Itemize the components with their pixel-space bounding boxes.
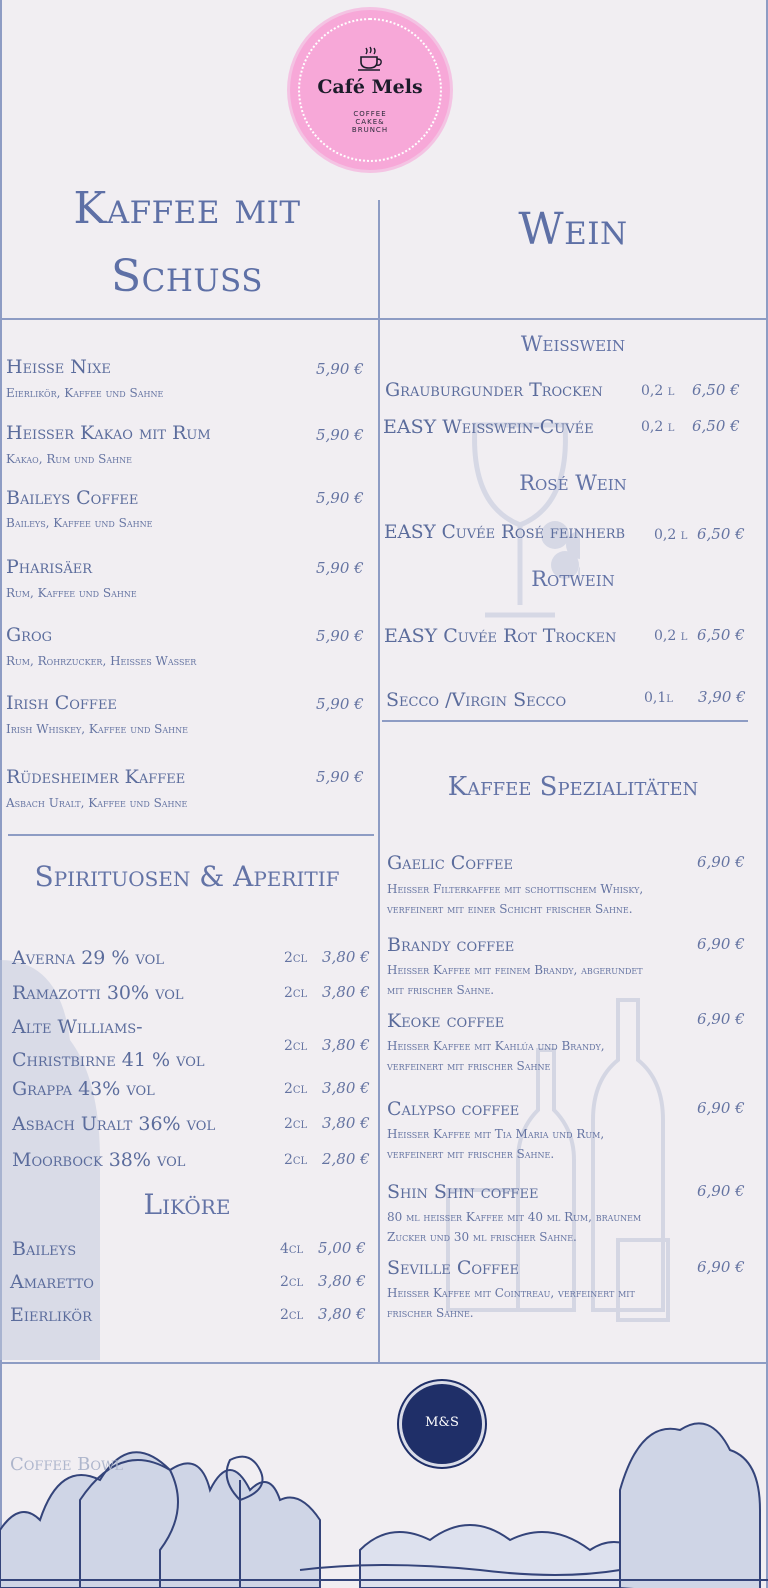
menu-item-name: Eierlikör <box>10 1304 92 1326</box>
landscape-illustration <box>0 1380 768 1588</box>
menu-item-price: 6,90 € <box>697 853 745 871</box>
menu-item-qty: 2cl <box>280 1307 304 1323</box>
wine-item-name: EASY Cuvée Rosé feinherb <box>384 522 626 543</box>
header-divider <box>0 318 768 320</box>
menu-item-price: 3,80 € <box>322 983 370 1001</box>
ms-badge-text: M&S <box>425 1415 459 1430</box>
menu-item-name: Alte Williams- <box>12 1016 143 1038</box>
menu-item-price: 6,90 € <box>697 1010 745 1028</box>
ms-badge-logo <box>402 1384 482 1464</box>
menu-item-name: Averna 29 % vol <box>12 947 164 969</box>
menu-item-desc: Eierlikör, Kaffee und Sahne <box>6 386 164 400</box>
menu-item-qty: 2cl <box>284 1116 308 1132</box>
menu-item-price: 3,80 € <box>318 1305 366 1323</box>
wein-title: Wein <box>518 204 628 255</box>
menu-item-qty: 4cl <box>280 1241 304 1257</box>
weisswein-title: Weisswein <box>520 332 626 356</box>
menu-item-name: Rüdesheimer Kaffee <box>6 766 186 788</box>
menu-item-desc: Heisser Filterkaffee mit schottischem Whisky, verfeinert mit einer Schicht frischer Sahne. <box>387 882 644 916</box>
menu-item-desc: Heisser Kaffee mit Cointreau, verfeinert mit frischer Sahne. <box>387 1286 635 1320</box>
menu-item-price: 5,90 € <box>316 559 364 577</box>
menu-item-desc: Baileys, Kaffee und Sahne <box>6 516 153 530</box>
menu-item-qty: 2cl <box>284 985 308 1001</box>
footer-faded-text: Coffee Bowl <box>10 1454 124 1475</box>
menu-item-name: Brandy coffee <box>387 934 515 956</box>
menu-item-qty: 2cl <box>284 1038 308 1054</box>
menu-item-price: 3,80 € <box>318 1272 366 1290</box>
menu-item-desc: Irish Whiskey, Kaffee und Sahne <box>6 722 188 736</box>
menu-item-name: Heisse Nixe <box>6 356 111 378</box>
menu-item-desc: Rum, Kaffee und Sahne <box>6 586 137 600</box>
kaffee-mit-schuss-title: Kaffee mit Schuss <box>73 183 301 302</box>
right-border <box>766 0 768 1588</box>
menu-item-name: Shin Shin coffee <box>387 1181 539 1203</box>
menu-item-name: Pharisäer <box>6 556 93 578</box>
menu-item-price: 3,80 € <box>322 948 370 966</box>
menu-item-qty: 2cl <box>284 1081 308 1097</box>
wine-item-price: 6,50 € <box>697 525 745 543</box>
menu-item-price: 5,90 € <box>316 426 364 444</box>
wine-item-qty: 0,2 l <box>654 628 688 644</box>
menu-item-name: Seville Coffee <box>387 1257 520 1279</box>
menu-item-price: 5,90 € <box>316 695 364 713</box>
menu-item-price: 3,80 € <box>322 1114 370 1132</box>
menu-item-name: Grappa 43% vol <box>12 1078 155 1100</box>
menu-item-desc: Rum, Rohrzucker, Heisses Wasser <box>6 654 197 668</box>
wine-item-name: Grauburgunder Trocken <box>385 379 603 401</box>
menu-item-price: 5,90 € <box>316 627 364 645</box>
menu-item-name: Asbach Uralt 36% vol <box>12 1113 216 1135</box>
menu-item-name: Gaelic Coffee <box>387 852 514 874</box>
menu-item-price: 6,90 € <box>697 1099 745 1117</box>
right-section-divider <box>382 720 748 722</box>
menu-item-desc: Heisser Kaffee mit Tia Maria und Rum, verfeinert mit frischer Sahne. <box>387 1127 605 1161</box>
menu-item-name: Irish Coffee <box>6 692 117 714</box>
menu-item-price: 6,90 € <box>697 1182 745 1200</box>
menu-item-price: 5,90 € <box>316 489 364 507</box>
coffee-cup-icon <box>356 46 384 72</box>
wine-item-price: 6,50 € <box>697 626 745 644</box>
rotwein-title: Rotwein <box>531 567 615 591</box>
wine-item-qty: 0,2 l <box>641 419 675 435</box>
menu-item-price: 5,00 € <box>318 1239 366 1257</box>
menu-item-name: Calypso coffee <box>387 1098 520 1120</box>
menu-item-name: Amaretto <box>10 1271 94 1293</box>
kaffee-spezialitaeten-title: Kaffee Spezialitäten <box>447 772 699 802</box>
menu-item-desc: Heisser Kaffee mit feinem Brandy, abgerundet mit frischer Sahne. <box>387 963 643 997</box>
footer-divider <box>0 1362 768 1364</box>
secco-item-qty: 0,1l <box>644 690 673 706</box>
menu-item-qty: 2cl <box>284 950 308 966</box>
menu-item-desc: 80 ml heisser Kaffee mit 40 ml Rum, braunem Zucker und 30 ml frischer Sahne. <box>387 1210 642 1244</box>
menu-item-name: Ramazotti 30% vol <box>12 982 184 1004</box>
left-section-divider <box>8 834 374 836</box>
likoere-title: Liköre <box>143 1188 231 1221</box>
spirituosen-title: Spirituosen & Aperitif <box>34 860 340 893</box>
menu-item-price: 5,90 € <box>316 360 364 378</box>
menu-item-price: 2,80 € <box>322 1150 370 1168</box>
rose-wein-title: Rosé Wein <box>519 471 627 495</box>
wine-item-name: EASY Weisswein-Cuvée <box>383 416 594 438</box>
menu-item-price: 6,90 € <box>697 1258 745 1276</box>
menu-item-name: Baileys Coffee <box>6 487 139 509</box>
logo-name: Café Mels <box>317 76 423 98</box>
cafe-logo <box>290 10 450 170</box>
wine-item-price: 6,50 € <box>692 417 740 435</box>
menu-item-price: 6,90 € <box>697 935 745 953</box>
menu-item-desc: Asbach Uralt, Kaffee und Sahne <box>6 796 188 810</box>
menu-item-name: Baileys <box>12 1238 77 1260</box>
secco-item-name: Secco /Virgin Secco <box>386 689 567 711</box>
menu-item-qty: 2cl <box>284 1152 308 1168</box>
menu-item-price: 3,80 € <box>322 1036 370 1054</box>
menu-item-name: Grog <box>6 624 53 646</box>
menu-item-name: Christbirne 41 % vol <box>12 1049 205 1071</box>
wine-item-qty: 0,2 l <box>654 527 688 543</box>
menu-item-price: 5,90 € <box>316 768 364 786</box>
wine-item-price: 6,50 € <box>692 381 740 399</box>
menu-item-desc: Kakao, Rum und Sahne <box>6 452 132 466</box>
menu-item-name: Keoke coffee <box>387 1010 505 1032</box>
menu-item-desc: Heisser Kaffee mit Kahlúa und Brandy, verfeinert mit frischer Sahne <box>387 1039 605 1073</box>
menu-item-qty: 2cl <box>280 1274 304 1290</box>
menu-item-name: Moorbock 38% vol <box>12 1149 186 1171</box>
menu-item-name: Heisser Kakao mit Rum <box>6 422 211 444</box>
wine-item-name: EASY Cuvée Rot Trocken <box>384 625 617 647</box>
secco-item-price: 3,90 € <box>698 688 746 706</box>
logo-tagline: COFFEE CAKE& BRUNCH <box>351 110 389 134</box>
wine-item-qty: 0,2 l <box>641 383 675 399</box>
menu-item-price: 3,80 € <box>322 1079 370 1097</box>
